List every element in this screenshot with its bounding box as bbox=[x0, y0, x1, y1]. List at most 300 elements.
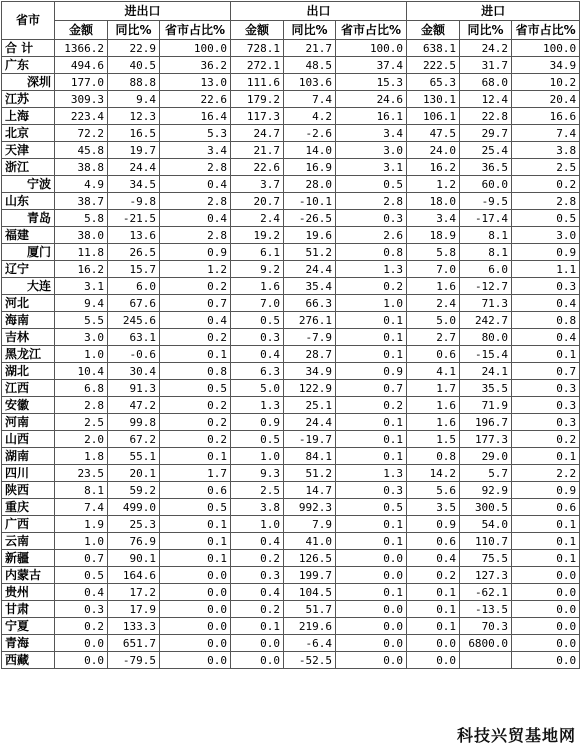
import-yoy-cell: 68.0 bbox=[460, 74, 512, 91]
import-yoy-cell: 177.3 bbox=[460, 431, 512, 448]
total-amount-cell: 8.1 bbox=[55, 482, 108, 499]
import-amount-cell: 7.0 bbox=[407, 261, 460, 278]
export-amount-cell: 5.0 bbox=[231, 380, 284, 397]
table-row bbox=[2, 244, 580, 261]
table-row bbox=[2, 74, 580, 91]
export-yoy-cell: 4.2 bbox=[284, 108, 336, 125]
export-amount-cell: 0.3 bbox=[231, 329, 284, 346]
total-yoy-cell: 19.7 bbox=[108, 142, 160, 159]
import-amount-cell: 222.5 bbox=[407, 57, 460, 74]
table-row bbox=[2, 601, 580, 618]
import-amount-cell: 0.9 bbox=[407, 516, 460, 533]
table-row bbox=[2, 482, 580, 499]
total-yoy-cell: 6.0 bbox=[108, 278, 160, 295]
col-header-share: 省市占比% bbox=[336, 21, 407, 40]
table-row bbox=[2, 652, 580, 669]
region-name-cell: 广西 bbox=[2, 516, 55, 533]
import-amount-cell: 5.8 bbox=[407, 244, 460, 261]
table-row bbox=[2, 227, 580, 244]
total-share-cell: 0.0 bbox=[160, 601, 231, 618]
table-row bbox=[2, 57, 580, 74]
export-amount-cell: 111.6 bbox=[231, 74, 284, 91]
total-yoy-cell: 91.3 bbox=[108, 380, 160, 397]
import-amount-cell: 0.1 bbox=[407, 618, 460, 635]
total-yoy-cell: 15.7 bbox=[108, 261, 160, 278]
total-amount-cell: 38.0 bbox=[55, 227, 108, 244]
table-row bbox=[2, 125, 580, 142]
export-yoy-cell: 103.6 bbox=[284, 74, 336, 91]
export-amount-cell: 272.1 bbox=[231, 57, 284, 74]
export-yoy-cell: 219.6 bbox=[284, 618, 336, 635]
total-share-cell: 0.0 bbox=[160, 635, 231, 652]
import-yoy-cell: 71.3 bbox=[460, 295, 512, 312]
region-name-cell: 云南 bbox=[2, 533, 55, 550]
import-yoy-cell: 24.2 bbox=[460, 40, 512, 57]
export-share-cell: 0.1 bbox=[336, 312, 407, 329]
export-yoy-cell: 51.2 bbox=[284, 465, 336, 482]
import-share-cell: 0.0 bbox=[512, 635, 580, 652]
export-share-cell: 0.7 bbox=[336, 380, 407, 397]
export-share-cell: 0.1 bbox=[336, 431, 407, 448]
table-row bbox=[2, 618, 580, 635]
export-amount-cell: 0.0 bbox=[231, 635, 284, 652]
export-amount-cell: 0.9 bbox=[231, 414, 284, 431]
export-amount-cell: 1.6 bbox=[231, 278, 284, 295]
export-yoy-cell: 19.6 bbox=[284, 227, 336, 244]
total-amount-cell: 11.8 bbox=[55, 244, 108, 261]
export-yoy-cell: -10.1 bbox=[284, 193, 336, 210]
total-share-cell: 3.4 bbox=[160, 142, 231, 159]
import-yoy-cell: 5.7 bbox=[460, 465, 512, 482]
total-amount-cell: 2.8 bbox=[55, 397, 108, 414]
total-share-cell: 100.0 bbox=[160, 40, 231, 57]
import-amount-cell: 0.1 bbox=[407, 601, 460, 618]
import-yoy-cell: -62.1 bbox=[460, 584, 512, 601]
total-share-cell: 0.2 bbox=[160, 278, 231, 295]
import-share-cell: 100.0 bbox=[512, 40, 580, 57]
total-share-cell: 36.2 bbox=[160, 57, 231, 74]
region-name-cell: 广东 bbox=[2, 57, 55, 74]
export-share-cell: 0.1 bbox=[336, 329, 407, 346]
total-share-cell: 0.1 bbox=[160, 516, 231, 533]
import-yoy-cell: -17.4 bbox=[460, 210, 512, 227]
import-amount-cell: 5.0 bbox=[407, 312, 460, 329]
import-amount-cell: 0.2 bbox=[407, 567, 460, 584]
table-row bbox=[2, 295, 580, 312]
import-amount-cell: 3.4 bbox=[407, 210, 460, 227]
total-yoy-cell: 59.2 bbox=[108, 482, 160, 499]
export-share-cell: 0.2 bbox=[336, 397, 407, 414]
total-amount-cell: 0.0 bbox=[55, 635, 108, 652]
region-name-cell: 天津 bbox=[2, 142, 55, 159]
import-amount-cell: 18.9 bbox=[407, 227, 460, 244]
table-row bbox=[2, 448, 580, 465]
export-amount-cell: 9.2 bbox=[231, 261, 284, 278]
export-amount-cell: 117.3 bbox=[231, 108, 284, 125]
import-share-cell: 0.0 bbox=[512, 618, 580, 635]
total-yoy-cell: 99.8 bbox=[108, 414, 160, 431]
table-row bbox=[2, 567, 580, 584]
import-share-cell: 34.9 bbox=[512, 57, 580, 74]
total-share-cell: 0.1 bbox=[160, 533, 231, 550]
import-share-cell: 2.2 bbox=[512, 465, 580, 482]
import-yoy-cell: 31.7 bbox=[460, 57, 512, 74]
region-name-cell: 上海 bbox=[2, 108, 55, 125]
import-share-cell: 0.0 bbox=[512, 567, 580, 584]
import-yoy-cell: 22.8 bbox=[460, 108, 512, 125]
group-header-import: 进口 bbox=[407, 2, 580, 21]
col-header-yoy: 同比% bbox=[284, 21, 336, 40]
total-yoy-cell: 20.1 bbox=[108, 465, 160, 482]
import-yoy-cell: 25.4 bbox=[460, 142, 512, 159]
import-yoy-cell: 12.4 bbox=[460, 91, 512, 108]
table-row bbox=[2, 142, 580, 159]
total-share-cell: 16.4 bbox=[160, 108, 231, 125]
region-name-cell: 青海 bbox=[2, 635, 55, 652]
import-yoy-cell: 196.7 bbox=[460, 414, 512, 431]
total-yoy-cell: 133.3 bbox=[108, 618, 160, 635]
export-share-cell: 0.0 bbox=[336, 567, 407, 584]
import-yoy-cell: 92.9 bbox=[460, 482, 512, 499]
total-yoy-cell: -79.5 bbox=[108, 652, 160, 669]
export-share-cell: 0.0 bbox=[336, 635, 407, 652]
import-share-cell: 10.2 bbox=[512, 74, 580, 91]
import-share-cell: 0.1 bbox=[512, 516, 580, 533]
total-share-cell: 22.6 bbox=[160, 91, 231, 108]
import-amount-cell: 2.7 bbox=[407, 329, 460, 346]
export-yoy-cell: 16.9 bbox=[284, 159, 336, 176]
col-header-amount: 金额 bbox=[231, 21, 284, 40]
total-share-cell: 0.2 bbox=[160, 329, 231, 346]
table-row bbox=[2, 40, 580, 57]
export-share-cell: 0.0 bbox=[336, 618, 407, 635]
total-share-cell: 0.8 bbox=[160, 363, 231, 380]
export-yoy-cell: -52.5 bbox=[284, 652, 336, 669]
table-row bbox=[2, 465, 580, 482]
region-name-cell: 黑龙江 bbox=[2, 346, 55, 363]
import-yoy-cell: -15.4 bbox=[460, 346, 512, 363]
table-row bbox=[2, 91, 580, 108]
total-yoy-cell: 651.7 bbox=[108, 635, 160, 652]
region-name-cell: 浙江 bbox=[2, 159, 55, 176]
total-amount-cell: 9.4 bbox=[55, 295, 108, 312]
export-yoy-cell: -7.9 bbox=[284, 329, 336, 346]
import-amount-cell: 0.1 bbox=[407, 584, 460, 601]
export-share-cell: 0.9 bbox=[336, 363, 407, 380]
import-yoy-cell: 36.5 bbox=[460, 159, 512, 176]
export-yoy-cell: 51.7 bbox=[284, 601, 336, 618]
col-header-yoy: 同比% bbox=[108, 21, 160, 40]
col-header-amount: 金额 bbox=[407, 21, 460, 40]
import-share-cell: 0.2 bbox=[512, 431, 580, 448]
import-yoy-cell: 29.0 bbox=[460, 448, 512, 465]
total-yoy-cell: 12.3 bbox=[108, 108, 160, 125]
total-share-cell: 2.8 bbox=[160, 159, 231, 176]
region-name-cell: 大连 bbox=[2, 278, 55, 295]
region-name-cell: 江西 bbox=[2, 380, 55, 397]
total-amount-cell: 309.3 bbox=[55, 91, 108, 108]
total-share-cell: 0.6 bbox=[160, 482, 231, 499]
export-share-cell: 0.5 bbox=[336, 499, 407, 516]
total-share-cell: 0.2 bbox=[160, 414, 231, 431]
export-amount-cell: 0.4 bbox=[231, 533, 284, 550]
total-share-cell: 1.2 bbox=[160, 261, 231, 278]
export-yoy-cell: -26.5 bbox=[284, 210, 336, 227]
total-yoy-cell: 22.9 bbox=[108, 40, 160, 57]
import-yoy-cell: -13.5 bbox=[460, 601, 512, 618]
group-header-export: 出口 bbox=[231, 2, 407, 21]
region-name-cell: 内蒙古 bbox=[2, 567, 55, 584]
import-amount-cell: 0.4 bbox=[407, 550, 460, 567]
col-header-share: 省市占比% bbox=[160, 21, 231, 40]
total-amount-cell: 0.7 bbox=[55, 550, 108, 567]
export-yoy-cell: 28.7 bbox=[284, 346, 336, 363]
export-amount-cell: 1.0 bbox=[231, 516, 284, 533]
import-amount-cell: 1.2 bbox=[407, 176, 460, 193]
export-yoy-cell: 992.3 bbox=[284, 499, 336, 516]
total-yoy-cell: 67.6 bbox=[108, 295, 160, 312]
table-row bbox=[2, 193, 580, 210]
export-amount-cell: 0.2 bbox=[231, 601, 284, 618]
export-share-cell: 0.3 bbox=[336, 482, 407, 499]
region-name-cell: 吉林 bbox=[2, 329, 55, 346]
region-name-cell: 湖北 bbox=[2, 363, 55, 380]
import-amount-cell: 1.6 bbox=[407, 414, 460, 431]
col-header-share: 省市占比% bbox=[512, 21, 580, 40]
total-share-cell: 0.1 bbox=[160, 550, 231, 567]
total-amount-cell: 177.0 bbox=[55, 74, 108, 91]
import-amount-cell: 2.4 bbox=[407, 295, 460, 312]
import-yoy-cell: 80.0 bbox=[460, 329, 512, 346]
region-name-cell: 北京 bbox=[2, 125, 55, 142]
import-share-cell: 1.1 bbox=[512, 261, 580, 278]
import-share-cell: 7.4 bbox=[512, 125, 580, 142]
table-row bbox=[2, 380, 580, 397]
table-row bbox=[2, 533, 580, 550]
export-share-cell: 0.0 bbox=[336, 601, 407, 618]
export-share-cell: 3.1 bbox=[336, 159, 407, 176]
export-amount-cell: 9.3 bbox=[231, 465, 284, 482]
total-amount-cell: 7.4 bbox=[55, 499, 108, 516]
export-amount-cell: 0.4 bbox=[231, 346, 284, 363]
total-share-cell: 2.8 bbox=[160, 193, 231, 210]
total-amount-cell: 0.4 bbox=[55, 584, 108, 601]
import-yoy-cell: -9.5 bbox=[460, 193, 512, 210]
total-share-cell: 0.4 bbox=[160, 176, 231, 193]
export-share-cell: 0.5 bbox=[336, 176, 407, 193]
table-row bbox=[2, 499, 580, 516]
export-yoy-cell: 126.5 bbox=[284, 550, 336, 567]
total-share-cell: 0.4 bbox=[160, 312, 231, 329]
total-amount-cell: 38.7 bbox=[55, 193, 108, 210]
table-row bbox=[2, 159, 580, 176]
import-share-cell: 2.8 bbox=[512, 193, 580, 210]
header-row-columns bbox=[2, 21, 580, 40]
export-share-cell: 1.0 bbox=[336, 295, 407, 312]
region-name-cell: 山西 bbox=[2, 431, 55, 448]
import-share-cell: 0.3 bbox=[512, 278, 580, 295]
import-share-cell: 16.6 bbox=[512, 108, 580, 125]
export-amount-cell: 0.2 bbox=[231, 550, 284, 567]
region-name-cell: 河北 bbox=[2, 295, 55, 312]
export-amount-cell: 2.5 bbox=[231, 482, 284, 499]
total-share-cell: 5.3 bbox=[160, 125, 231, 142]
total-share-cell: 13.0 bbox=[160, 74, 231, 91]
region-header: 省市 bbox=[2, 2, 55, 40]
import-share-cell: 20.4 bbox=[512, 91, 580, 108]
import-yoy-cell: 70.3 bbox=[460, 618, 512, 635]
table-row bbox=[2, 176, 580, 193]
export-yoy-cell: -2.6 bbox=[284, 125, 336, 142]
export-yoy-cell: 24.4 bbox=[284, 261, 336, 278]
total-amount-cell: 72.2 bbox=[55, 125, 108, 142]
total-amount-cell: 3.0 bbox=[55, 329, 108, 346]
table-row bbox=[2, 635, 580, 652]
total-yoy-cell: 67.2 bbox=[108, 431, 160, 448]
export-yoy-cell: 24.4 bbox=[284, 414, 336, 431]
import-amount-cell: 0.6 bbox=[407, 346, 460, 363]
table-row bbox=[2, 329, 580, 346]
import-share-cell: 0.4 bbox=[512, 295, 580, 312]
total-amount-cell: 0.2 bbox=[55, 618, 108, 635]
total-amount-cell: 2.0 bbox=[55, 431, 108, 448]
import-amount-cell: 130.1 bbox=[407, 91, 460, 108]
total-share-cell: 0.0 bbox=[160, 584, 231, 601]
total-amount-cell: 1.0 bbox=[55, 346, 108, 363]
export-share-cell: 0.1 bbox=[336, 516, 407, 533]
export-share-cell: 0.1 bbox=[336, 346, 407, 363]
import-yoy-cell: 35.5 bbox=[460, 380, 512, 397]
total-share-cell: 0.2 bbox=[160, 397, 231, 414]
total-share-cell: 0.0 bbox=[160, 652, 231, 669]
import-yoy-cell: 242.7 bbox=[460, 312, 512, 329]
table-row bbox=[2, 431, 580, 448]
region-name-cell: 福建 bbox=[2, 227, 55, 244]
export-share-cell: 100.0 bbox=[336, 40, 407, 57]
total-yoy-cell: 164.6 bbox=[108, 567, 160, 584]
total-yoy-cell: -0.6 bbox=[108, 346, 160, 363]
export-amount-cell: 0.5 bbox=[231, 312, 284, 329]
total-yoy-cell: 24.4 bbox=[108, 159, 160, 176]
group-header-total: 进出口 bbox=[55, 2, 231, 21]
export-amount-cell: 3.8 bbox=[231, 499, 284, 516]
import-amount-cell: 5.6 bbox=[407, 482, 460, 499]
import-amount-cell: 3.5 bbox=[407, 499, 460, 516]
import-yoy-cell: 6800.0 bbox=[460, 635, 512, 652]
export-amount-cell: 7.0 bbox=[231, 295, 284, 312]
export-share-cell: 0.2 bbox=[336, 278, 407, 295]
import-yoy-cell: 300.5 bbox=[460, 499, 512, 516]
import-yoy-cell: 71.9 bbox=[460, 397, 512, 414]
export-share-cell: 2.8 bbox=[336, 193, 407, 210]
import-share-cell: 0.2 bbox=[512, 176, 580, 193]
region-name-cell: 新疆 bbox=[2, 550, 55, 567]
total-amount-cell: 1366.2 bbox=[55, 40, 108, 57]
import-amount-cell: 1.7 bbox=[407, 380, 460, 397]
table-row bbox=[2, 363, 580, 380]
region-name-cell: 青岛 bbox=[2, 210, 55, 227]
import-share-cell: 0.4 bbox=[512, 329, 580, 346]
total-amount-cell: 2.5 bbox=[55, 414, 108, 431]
table-row bbox=[2, 278, 580, 295]
export-share-cell: 37.4 bbox=[336, 57, 407, 74]
export-yoy-cell: 21.7 bbox=[284, 40, 336, 57]
total-amount-cell: 5.5 bbox=[55, 312, 108, 329]
table-row bbox=[2, 550, 580, 567]
total-share-cell: 0.5 bbox=[160, 380, 231, 397]
total-amount-cell: 1.9 bbox=[55, 516, 108, 533]
import-yoy-cell: 60.0 bbox=[460, 176, 512, 193]
import-amount-cell: 1.6 bbox=[407, 278, 460, 295]
total-amount-cell: 1.0 bbox=[55, 533, 108, 550]
import-yoy-cell: 8.1 bbox=[460, 244, 512, 261]
col-header-yoy: 同比% bbox=[460, 21, 512, 40]
import-share-cell: 0.7 bbox=[512, 363, 580, 380]
total-amount-cell: 0.5 bbox=[55, 567, 108, 584]
export-share-cell: 0.1 bbox=[336, 414, 407, 431]
total-amount-cell: 16.2 bbox=[55, 261, 108, 278]
total-yoy-cell: 17.2 bbox=[108, 584, 160, 601]
region-name-cell: 深圳 bbox=[2, 74, 55, 91]
export-amount-cell: 0.0 bbox=[231, 652, 284, 669]
import-share-cell: 0.9 bbox=[512, 244, 580, 261]
total-yoy-cell: 90.1 bbox=[108, 550, 160, 567]
export-amount-cell: 2.4 bbox=[231, 210, 284, 227]
import-amount-cell: 0.6 bbox=[407, 533, 460, 550]
export-share-cell: 0.0 bbox=[336, 652, 407, 669]
total-amount-cell: 3.1 bbox=[55, 278, 108, 295]
table-row bbox=[2, 516, 580, 533]
export-share-cell: 15.3 bbox=[336, 74, 407, 91]
region-name-cell: 四川 bbox=[2, 465, 55, 482]
total-share-cell: 0.1 bbox=[160, 346, 231, 363]
export-amount-cell: 0.4 bbox=[231, 584, 284, 601]
watermark-text: 科技兴贸基地网 bbox=[456, 726, 576, 745]
export-share-cell: 1.3 bbox=[336, 261, 407, 278]
export-yoy-cell: 104.5 bbox=[284, 584, 336, 601]
region-name-cell: 宁夏 bbox=[2, 618, 55, 635]
total-amount-cell: 38.8 bbox=[55, 159, 108, 176]
export-amount-cell: 22.6 bbox=[231, 159, 284, 176]
total-yoy-cell: 47.2 bbox=[108, 397, 160, 414]
table-row bbox=[2, 346, 580, 363]
total-yoy-cell: -21.5 bbox=[108, 210, 160, 227]
total-share-cell: 0.5 bbox=[160, 499, 231, 516]
export-amount-cell: 3.7 bbox=[231, 176, 284, 193]
table-row bbox=[2, 584, 580, 601]
export-yoy-cell: 199.7 bbox=[284, 567, 336, 584]
region-name-cell: 安徽 bbox=[2, 397, 55, 414]
export-share-cell: 0.0 bbox=[336, 550, 407, 567]
table-body bbox=[2, 40, 580, 669]
export-amount-cell: 1.3 bbox=[231, 397, 284, 414]
export-share-cell: 0.8 bbox=[336, 244, 407, 261]
export-share-cell: 0.3 bbox=[336, 210, 407, 227]
import-amount-cell: 4.1 bbox=[407, 363, 460, 380]
export-share-cell: 3.4 bbox=[336, 125, 407, 142]
export-yoy-cell: -19.7 bbox=[284, 431, 336, 448]
total-amount-cell: 10.4 bbox=[55, 363, 108, 380]
import-amount-cell: 1.5 bbox=[407, 431, 460, 448]
import-share-cell: 3.8 bbox=[512, 142, 580, 159]
export-yoy-cell: 28.0 bbox=[284, 176, 336, 193]
import-amount-cell: 638.1 bbox=[407, 40, 460, 57]
total-share-cell: 0.4 bbox=[160, 210, 231, 227]
total-amount-cell: 494.6 bbox=[55, 57, 108, 74]
total-yoy-cell: 17.9 bbox=[108, 601, 160, 618]
export-amount-cell: 24.7 bbox=[231, 125, 284, 142]
export-share-cell: 2.6 bbox=[336, 227, 407, 244]
